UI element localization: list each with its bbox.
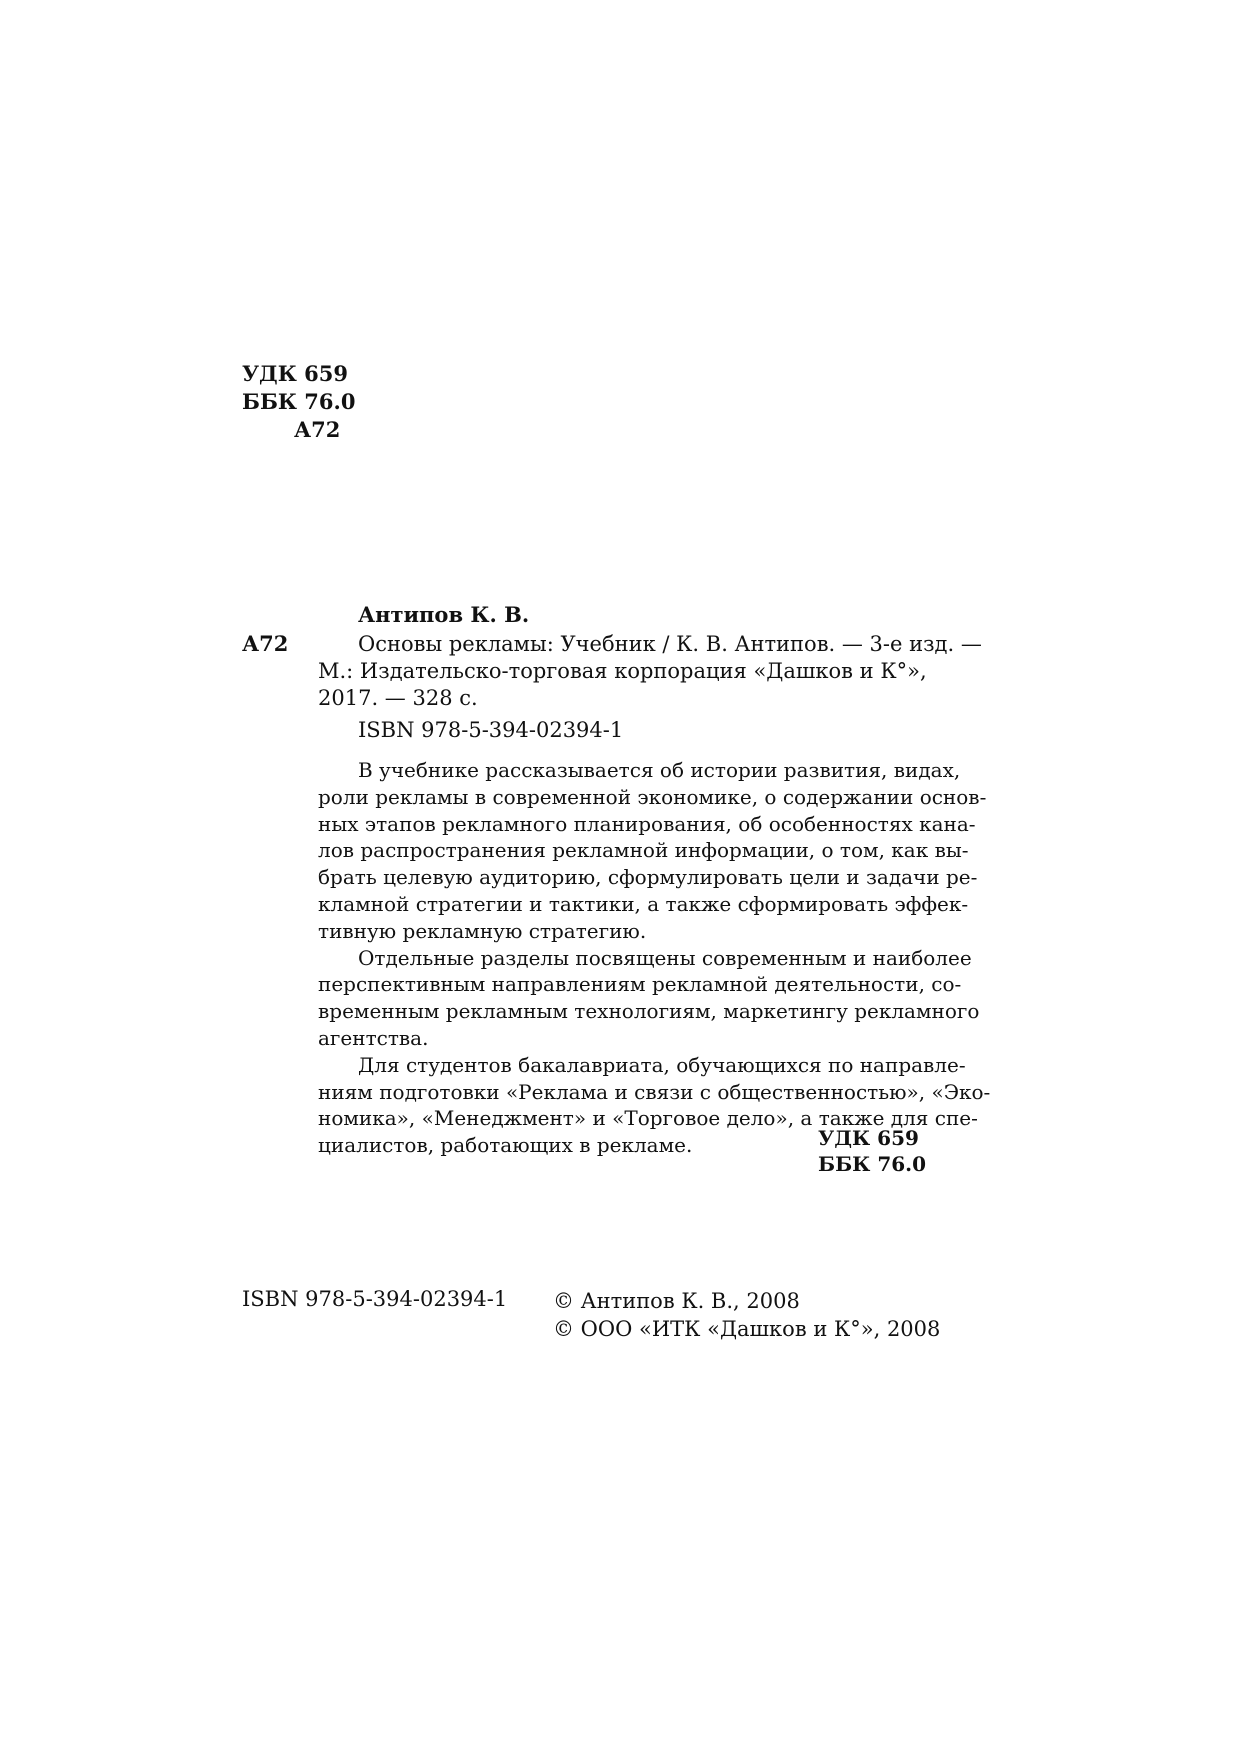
classification-block-bottom <box>818 1125 927 1177</box>
annotation-line: временным рекламным технологиям, маркетингу рекламного <box>318 999 980 1024</box>
bbk-code: ББК 76.0 <box>818 1152 927 1176</box>
annotation-line: Отдельные разделы посвящены современным и наиболее <box>358 945 972 970</box>
footer-isbn: ISBN 978-5-394-02394-1 <box>242 1287 508 1311</box>
annotation-line: циалистов, работающих в рекламе. <box>318 1133 693 1158</box>
annotation <box>318 757 991 1159</box>
record-line: Основы рекламы: Учебник / К. В. Антипов. — 3-е изд. — <box>358 632 982 656</box>
annotation-line: Для студентов бакалавриата, обучающихся по направле- <box>358 1052 966 1077</box>
annotation-line: ных этапов рекламного планирования, об особенностях кана- <box>318 811 976 836</box>
annotation-line: номика», «Менеджмент» и «Торговое дело», а также для спе- <box>318 1106 978 1131</box>
classification-block-top <box>242 360 355 444</box>
annotation-line: агентства. <box>318 1025 429 1050</box>
copyright-author: © Антипов К. В., 2008 <box>553 1289 800 1313</box>
annotation-line: кламной стратегии и тактики, а также сформировать эффек- <box>318 891 969 916</box>
annotation-line: перспективным направлениям рекламной деятельности, со- <box>318 972 962 997</box>
copyright-block <box>553 1287 940 1343</box>
annotation-line: В учебнике рассказывается об истории развития, видах, <box>358 758 961 782</box>
record-line: М.: Издательско-торговая корпорация «Дашков и К°», <box>318 659 927 683</box>
annotation-line: роли рекламы в современной экономике, о содержании основ- <box>318 784 987 809</box>
copyright-publisher: © ООО «ИТК «Дашков и К°», 2008 <box>553 1317 941 1341</box>
record-isbn: ISBN 978-5-394-02394-1 <box>358 718 624 742</box>
udc-code: УДК 659 <box>818 1126 919 1150</box>
annotation-line: лов распространения рекламной информации, о том, как вы- <box>318 838 969 863</box>
annotation-line: тивную рекламную стратегию. <box>318 918 647 943</box>
bibliographic-record <box>318 631 982 712</box>
bbk-code: ББК 76.0 <box>242 389 356 414</box>
record-line: 2017. — 328 с. <box>318 686 478 710</box>
annotation-line: ниям подготовки «Реклама и связи с общественностью», «Эко- <box>318 1079 991 1104</box>
author-mark: А72 <box>294 417 341 442</box>
record-author: Антипов К. В. <box>358 602 530 627</box>
record-author-mark: А72 <box>242 631 289 656</box>
udc-code: УДК 659 <box>242 361 348 386</box>
annotation-line: брать целевую аудиторию, сформулировать цели и задачи ре- <box>318 865 978 890</box>
